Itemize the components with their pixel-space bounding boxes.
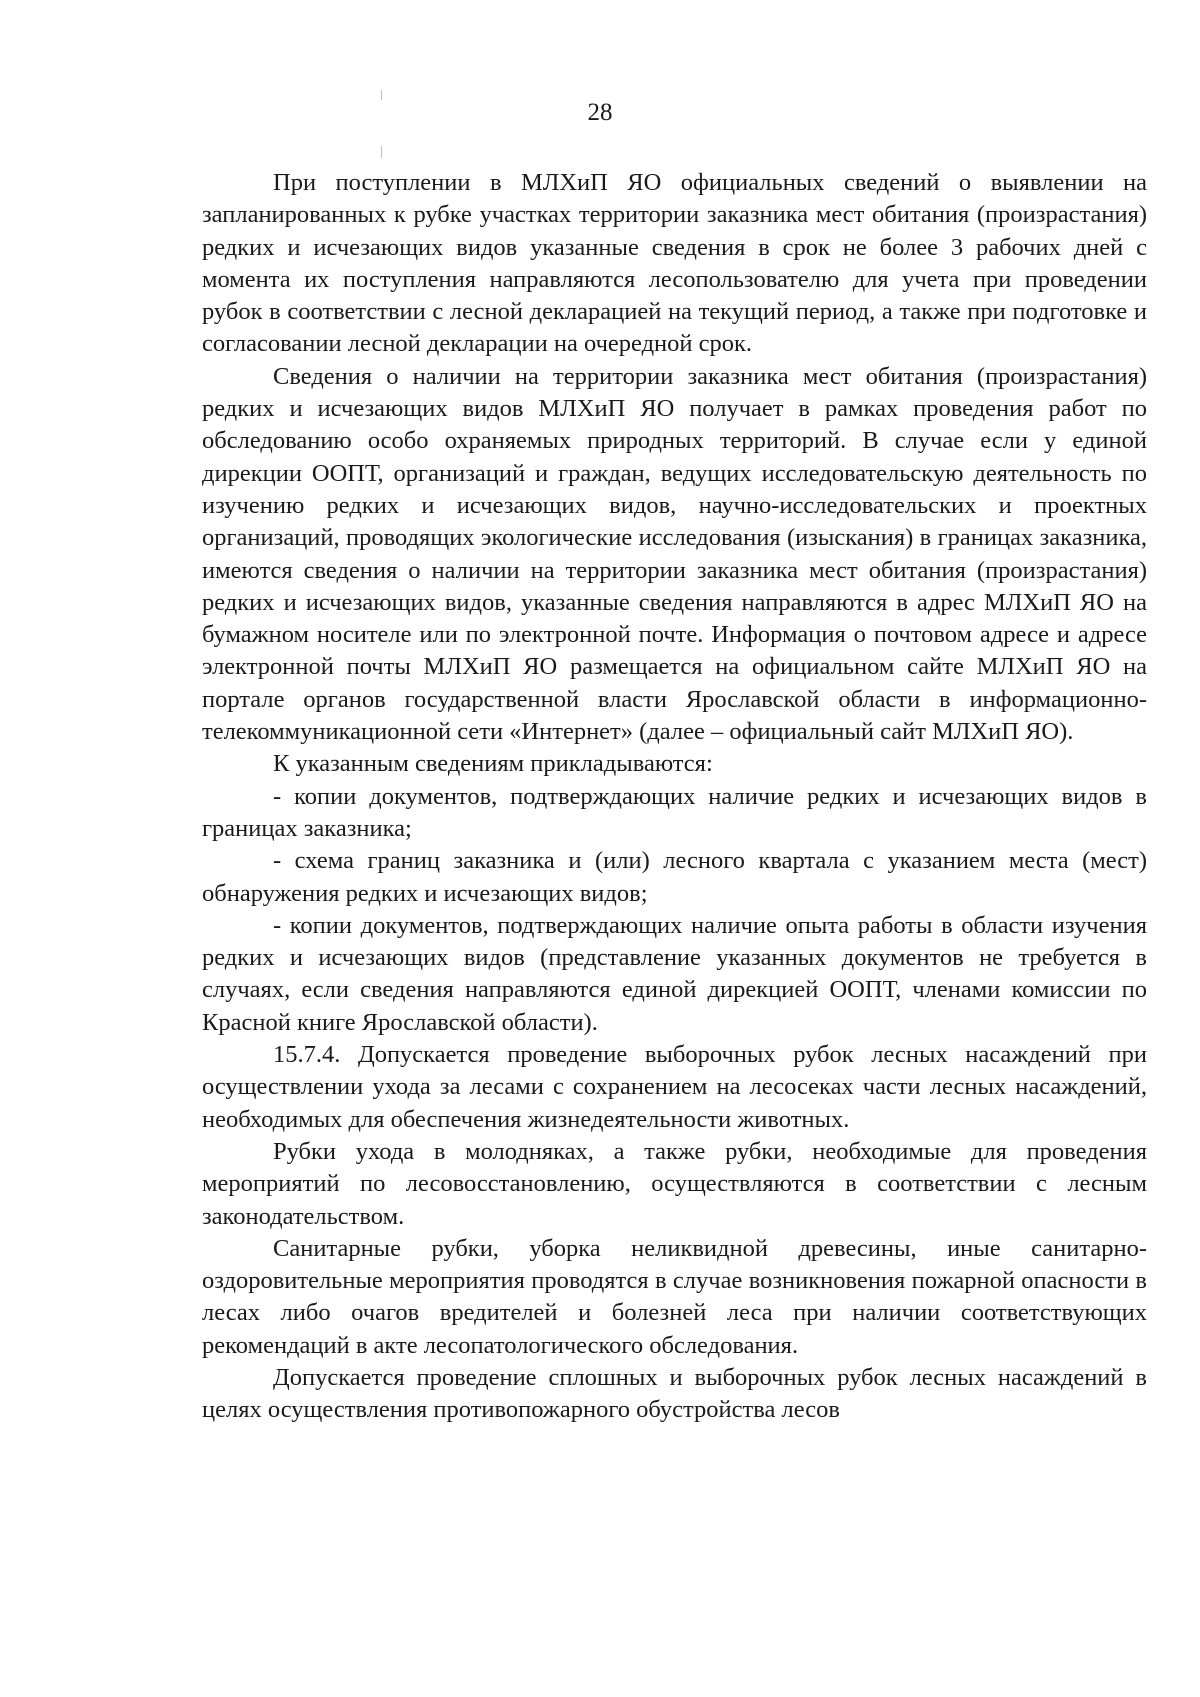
paragraph: К указанным сведениям прикладываются: [273,750,713,778]
list-item: - копии документов, подтверждающих наличие редких и исчезающих видов в границах заказника; [202,782,1147,842]
paragraph: Рубки ухода в молодняках, а также рубки, необходимые для проведения мероприятий по лесовосстановлению, осуществляются в соответствии с лесным законодательством. [202,1137,1147,1230]
scan-artifact-line [381,146,382,158]
paragraph: Санитарные рубки, уборка неликвидной древесины, иные санитарно-оздоровительные мероприятия проводятся в случае возникновения пожарной опасности в лесах либо очагов вредителей и болезней леса при наличии соответствующих рекомендаций в акте лесопатологического обследования. [202,1234,1147,1359]
paragraph: Допускается проведение сплошных и выборочных рубок лесных насаждений в целях осуществления противопожарного обустройства лесов [202,1363,1147,1424]
list-item: - копии документов, подтверждающих наличие опыта работы в области изучения редких и исчезающих видов (представление указанных документов не требуется в случаях, если сведения направляются единой дирекцией ООПТ, членами комиссии по Красной книге Ярославской области). [202,911,1147,1036]
document-body [202,167,1147,1427]
page-number: 28 [587,99,613,126]
list-item: - схема границ заказника и (или) лесного квартала с указанием места (мест) обнаружения редких и исчезающих видов; [202,847,1147,907]
paragraph: 15.7.4. Допускается проведение выборочных рубок лесных насаждений при осуществлении ухода за лесами с сохранением на лесосеках части лесных насаждений, необходимых для обеспечения жизнедеятельности животных. [202,1041,1147,1133]
paragraph: Сведения о наличии на территории заказника мест обитания (произрастания) редких и исчезающих видов МЛХиП ЯО получает в рамках проведения работ по обследованию особо охраняемых природных территорий. В случае если у единой дирекции ООПТ, организаций и граждан, ведущих исследовательскую деятельность по изучению редких и исчезающих видов, научно-исследовательских и проектных организаций, проводящих экологические исследования (изыскания) в границах заказника, имеются сведения о наличии на территории заказника мест обитания (произрастания) редких и исчезающих видов, указанные сведения направляются в адрес МЛХиП ЯО на бумажном носителе или по электронной почте. Информация о почтовом адресе и адресе электронной почты МЛХиП ЯО размещается на официальном сайте МЛХиП ЯО на портале органов государственной власти Ярославской области в информационно-телекоммуникационной сети «Интернет» (далее – официальный сайт МЛХиП ЯО). [202,362,1147,746]
paragraph: При поступлении в МЛХиП ЯО официальных сведений о выявлении на запланированных к рубке участках территории заказника мест обитания (произрастания) редких и исчезающих видов указанные сведения в срок не более 3 рабочих дней с момента их поступления направляются лесопользователю для учета при проведении рубок в соответствии с лесной декларацией на текущий период, а также при подготовке и согласовании лесной декларации на очередной срок. [202,169,1147,358]
